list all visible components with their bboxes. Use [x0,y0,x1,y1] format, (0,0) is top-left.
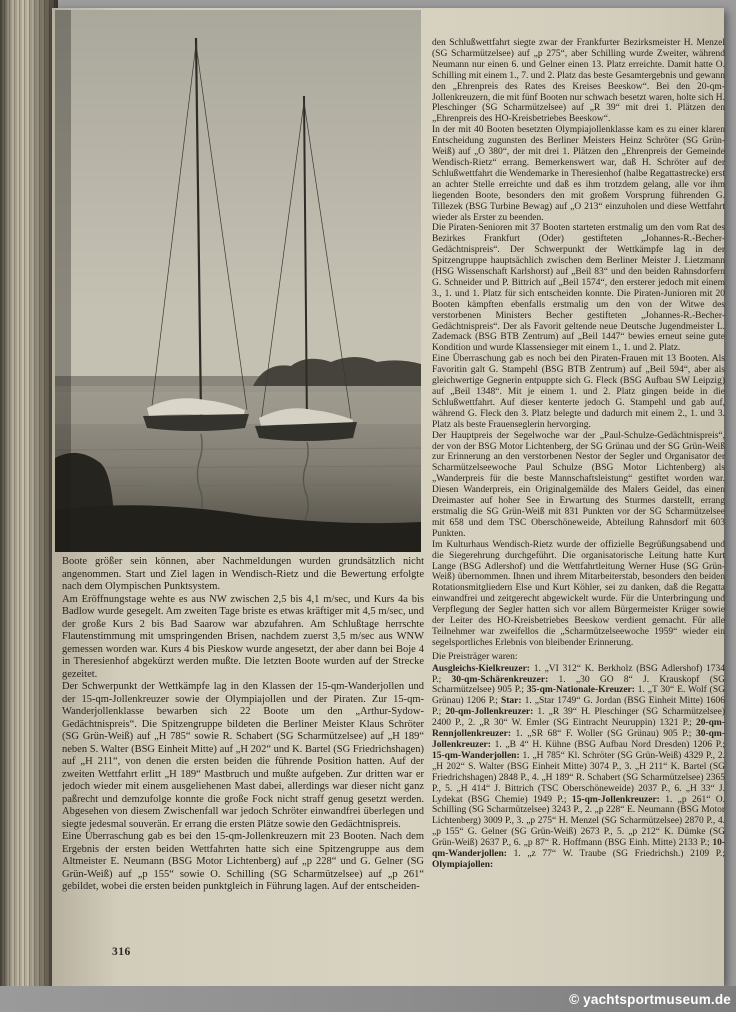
photo-sky [55,10,421,410]
paragraph: Der Hauptpreis der Segelwoche war der „Paul-Schulze-Gedächtnispreis“, der von der BSG Motor Lichtenberg, der SG Grünau und der SG Grün-Weiß zur Erinnerung an den verstorbenen Nestor der Segler und Organisator der Scharmützelseewoche Paul Schulze (BSG Motor Lichtenberg) als „Wanderpreis für die beste Mannschaftsleistung“ gestiftet worden war. Diesen Wanderpreis, ein Originalgemälde des Malers Geidel, das einen Dreimaster auf hoher See in Erwartung des Sturmes darstellt, errang erstmalig die SG Grün-Weiß mit 831 Punkten vor der SG Scharmützelsee mit 658 und dem TSC Oberschöneweide, Abteilung Rahnsdorf mit 603 Punkten. [432,430,725,539]
paragraph: Boote größer sein können, aber Nachmeldungen wurden grundsätzlich nicht angenommen. Start und Ziel lagen in Wendisch-Rietz und die Bewertung erfolgte nach dem Olympischen Punktsystem. [62,556,424,592]
paragraph: Die Piraten-Senioren mit 37 Booten starteten erstmalig um den vom Rat des Bezirkes Frankfurt (Oder) gestifteten „Johannes-R.-Becher-Gedächtnispreis“. Der Schwerpunkt der Wettkämpfe lag in der Spitzengruppe hauptsächlich zwischen dem Berliner Meister J. Lietzmann (HSG Wissenschaft Karlshorst) auf „Beil 83“ und den beiden Rahnsdorfern G. Schneider und P. Bittrich auf „Beil 1574“, den ersterer jedoch mit einem 3., 1. und 1. Platz für sich entscheiden konnte. Die Piraten-Junioren mit 20 Booten kämpften ebenfalls erstmalig um den von der Witwe des verstorbenen Ministers Becher gestifteten „Johannes-R.-Becher-Gedächtnispreis“. Der als Favorit geltende neue Deutsche Jugendmeister L. Zademack (BSG BTB Zentrum) auf „Beil 1447“ bewies erneut seine gute Kondition und wurde Klassensieger mit einem 1., 1. und 2. Platz. [432,223,725,354]
scanner-footer-strip [0,986,736,1012]
left-text-column [62,556,424,956]
photo-left-vignette [55,10,71,552]
paragraph: den Schlußwettfahrt siegte zwar der Frankfurter Bezirksmeister H. Menzel (SG Scharmützelsee) auf „p 275“, aber Schilling wurde Zweiter, während Neumann nur einen 6. und Gelner einen 13. Platz erreichte. Damit hatte O. Schilling mit einem 1., 7. und 2. Platz das beste Gesamtergebnis und gewann den „Ehrenpreis des Rates des Kreises Beeskow“. Bei den 20-qm-Jollenkreuzern, die mit fünf Booten nur schwach besetzt waren, holte sich H. Pleschinger (SG Scharmützelsee) auf „R 39“ mit drei 1. Plätzen den „Ehrenpreis des HO-Kreisbetriebes Beeskow“. [432,38,725,125]
photo-hull-left [143,414,249,431]
prize-list: Ausgleichs-Kielkreuzer: 1. „VI 312“ K. Berkholz (BSG Adlershof) 1734 P.; 30-qm-Schärenkreuzer: 1. „30 GO 8“ J. Krauskopf (SG Scharmützelsee) 905 P.; 35-qm-Nationale-Kreuzer: 1. „T 30“ E. Wolf (SG Grünau) 1206 P.; Star: 1. „Star 1749“ G. Jordan (BSG Einheit Mitte) 1606 P.; 20-qm-Jollenkreuzer: 1. „R 39“ H. Pleschinger (SG Scharmützelsee) 2400 P., 2. „R 30“ W. Emler (SG Eintracht Neuruppin) 1321 P.; 20-qm-Rennjollenkreuzer: 1. „SR 68“ F. Woller (SG Grünau) 905 P.; 30-qm-Jollenkreuzer: 1. „B 4“ H. Kühne (BSG Aufbau Nord Dresden) 1206 P.; 15-qm-Wanderjollen: 1. „H 785“ Kl. Schröter (SG Grün-Weiß) 4329 P., 2. „H 202“ S. Walter (BSG Einheit Mitte) 3074 P., 3. „H 211“ K. Bartel (SG Friedrichshagen) 2848 P., 4. „H 189“ R. Schabert (SG Scharmützelsee) 2365 P., 5. „H 414“ J. Bittrich (TSC Oberschöneweide) 2037 P., 6. „H 33“ J. Lydekat (BSG Chemie) 1949 P.; 15-qm-Jollenkreuzer: 1. „p 261“ O. Schilling (SG Scharmützelsee) 3243 P., 2. „p 228“ E. Neumann (BSG Motor Lichtenberg) 3009 P., 3. „p 275“ H. Menzel (SG Scharmützelsee) 2870 P., 4. „p 155“ G. Gelner (SG Grün-Weiß) 2673 P., 5. „p 212“ K. Dümke (SG Grün-Weiß) 2637 P., 6. „p 87“ R. Hoffmann (BSG Einh. Mitte) 2133 P.; 10-qm-Wanderjollen: 1. „z 77“ W. Traube (SG Friedrichsh.) 2109 P.; Olympiajollen: [432,663,725,870]
prize-list-intro: Die Preisträger waren: [432,651,518,662]
watermark-text: © yachtsportmuseum.de [569,991,731,1007]
paragraph: Der Schwerpunkt der Wettkämpfe lag in den Klassen der 15-qm-Wanderjollen und der 15-qm-Jollenkreuzer sowie der Olympiajollen und der Piraten. Zur 15-qm-Wanderjollenklasse bewarben sich 22 Boote um den „Arthur-Sydow-Gedächtnispreis“. Die Spitzengruppe bildeten die Berliner Meister Klaus Schröter (SG Grün-Weiß) auf „H 785“ sowie R. Schabert (SG Scharmützelsee) auf „H 189“ neben S. Walter (BSG Einheit Mitte) auf „H 202“ und K. Bartel (SG Friedrichshagen) auf „H 211“, von denen die ersten beiden die führende Position hatten. Auf der zweiten Wettfahrt erlitt „H 189“ Mastbruch und mußte aufgeben. Zur dritten war er jedoch wieder mit einem ausgeliehenen Mast dabei, allerdings war dieser nicht ganz paßrecht und demzufolge konnte die große Fock nicht straff genug gesetzt werden. Abgesehen von diesem Zwischenfall war jedoch Schröter einwandfrei überlegen und siegte jedesmal souverän. Er errang die ersten Plätze sowie den Gedächtnispreis. [62,681,424,830]
paragraph: Am Eröffnungstage wehte es aus NW zwischen 2,5 bis 4,1 m/sec, und Kurs 4a bis Badlow wurde gesegelt. Am zweiten Tage briste es etwas kräftiger mit 4,5 m/sec, und der große Kurs 2 bis Bad Saarow war abzufahren. Am Schlußtage herrschte Flautenstimmung mit umspringenden Brisen, nachdem zuerst 3,5 m/sec aus WNW gemessen worden war. Kurs 4 bis Pieskow wurde angesetzt, der aber dann bei Boje 4 in Theresienhof abgekürzt werden mußte. Die letzten Boote wurden auf der Strecke gezeitet. [62,593,424,680]
paragraph: Im Kulturhaus Wendisch-Rietz wurde der offizielle Begrüßungsabend und die Siegerehrung durchgeführt. Die organisatorische Leitung hatte Kurt Lange (BSG Adlershof) und die Wettfahrtleitung Werner Huse (SG Grün-Weiß) übernommen. Ihnen und ihrem Mitarbeiterstab, besonders den beiden Rotationsmitgliedern Else und Kurt Köhler, sei zu danken, daß die Regatta einwandfrei und zeitgerecht abgewickelt wurde. Für die Unterbringung und Verpflegung der Segler hatten sich vor allem Bürgermeister Krüger sowie der Leiter des HO-Kreisbetriebes Beeskow verdient gemacht. Für alle Teilnehmer war zweifellos die „Scharmützelseewoche 1959“ wieder ein segelsportliches Erlebnis von bleibender Erinnerung. [432,539,725,648]
book-gutter-page-edges [0,0,58,1012]
sailboats-photo-graphic [55,10,421,552]
paragraph: Eine Überraschung gab es bei den 15-qm-Jollenkreuzern mit 23 Booten. Nach dem Ergebnis der ersten beiden Wettfahrten hatte sich eine Spitzengruppe aus dem Altmeister E. Neumann (BSG Motor Lichtenberg) auf „p 228“ und G. Gelner (SG Grün-Weiß) auf „p 155“ sowie O. Schilling (SG Scharmützelsee) auf „p 261“ gebildet, wobei die ersten beiden punktgleich in Führung lagen. Auf der entscheiden- [62,831,424,892]
page-number: 316 [112,946,131,958]
sailboats-photo [55,10,421,552]
right-text-column [432,38,725,948]
book-page [52,8,724,986]
paragraph: In der mit 40 Booten besetzten Olympiajollenklasse kam es zu einer klaren Entscheidung zugunsten des Berliner Meisters Heinz Schröter (SG Grün-Weiß) auf „O 380“, der mit drei 1. Plätzen den „Ehrenpreis der Gemeinde Wendisch-Rietz“ errang. Bemerkenswert war, daß H. Schröter auf der Schlußwettfahrt die Wendemarke in Theresienhof (halbe Regattastrecke) erst an achter Stelle erreichte und daß es ihm trotzdem gelang, alle vor ihm liegenden Boote, besonders den mit großem Vorsprung führenden G. Tillezek (BSG Turbine Bewag) auf „O 213“ einzuholen und diese Wettfahrt wieder als Erster zu beenden. [432,125,725,223]
paragraph: Eine Überraschung gab es noch bei den Piraten-Frauen mit 13 Booten. Als Favoritin galt G. Stampehl (BSG BTB Zentrum) auf „Beil 594“, aber als gleichwertige Gegnerin entpuppte sich G. Fleck (BSG Aufbau SW Leipzig) auf „Beil 1348“. Mit je einem 1. und 2. Platz gingen beide in die Schlußwettfahrt. Auf dieser kenterte jedoch G. Stampehl und gab auf, während G. Fleck den 3. Platz belegte und dadurch mit einem 2., 1. und 3. Platz als beste Frauenseglerin hervorging. [432,354,725,430]
